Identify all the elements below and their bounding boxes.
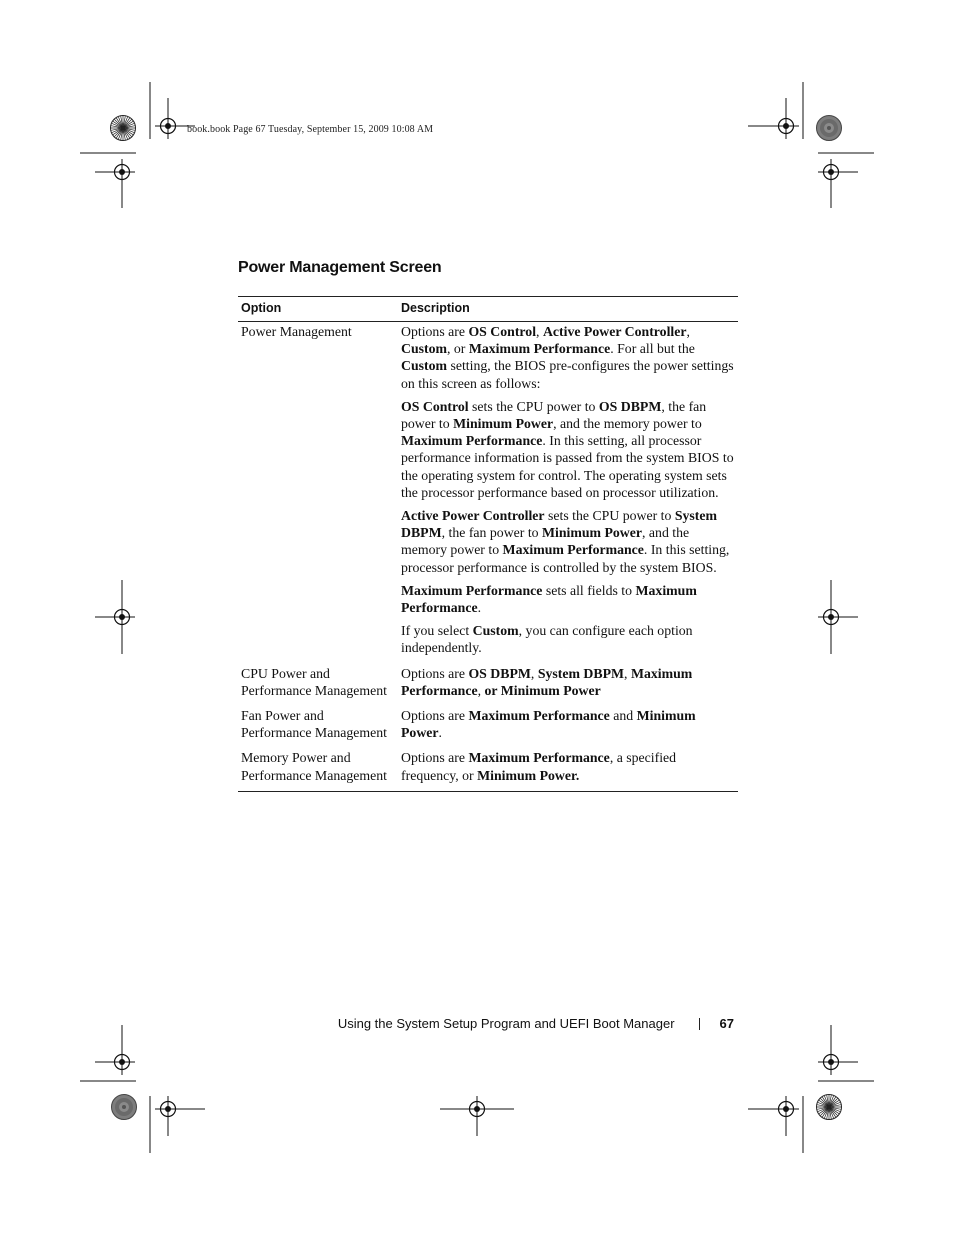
- option-value-term: OS Control: [468, 324, 537, 339]
- description-text: Options are: [401, 665, 469, 681]
- description-text: Options are: [401, 324, 469, 339]
- option-value-term: System DBPM: [401, 508, 717, 541]
- description-text: and: [609, 708, 637, 724]
- header-option: Option: [238, 297, 398, 322]
- option-value-term: Maximum Performance: [468, 708, 610, 724]
- description-paragraph: [401, 582, 735, 616]
- option-value-term: Custom: [401, 341, 447, 357]
- description-text: , and the memory power to: [553, 416, 702, 432]
- table-row: [238, 747, 738, 791]
- header-description: Description: [398, 297, 738, 322]
- page-footer: [0, 1016, 734, 1031]
- description-text: Options are: [401, 708, 469, 724]
- footer-chapter-title: Using the System Setup Program and UEFI Boot Manager: [337, 1016, 675, 1031]
- table-header-row: [238, 297, 738, 322]
- description-paragraph: [401, 707, 735, 741]
- description-text: , the fan power to: [401, 398, 707, 432]
- description-paragraph: [401, 665, 735, 699]
- option-cell: Memory Power and Performance Management: [238, 747, 398, 791]
- description-text: , a specified frequency, or: [401, 750, 677, 783]
- description-cell: [398, 705, 738, 747]
- description-text: ,: [624, 665, 631, 681]
- description-cell: [398, 663, 738, 705]
- description-text: .: [477, 600, 482, 616]
- option-value-term: Minimum Power: [401, 708, 696, 741]
- option-value-term: System DBPM: [537, 665, 625, 681]
- description-paragraph: [401, 622, 735, 656]
- option-value-term: Maximum Performance: [468, 341, 611, 357]
- option-value-term: Minimum Power: [542, 525, 643, 541]
- option-value-term: Maximum Performance: [401, 582, 543, 598]
- description-text: ,: [686, 324, 690, 339]
- page-number: 67: [719, 1016, 734, 1031]
- description-paragraph: [401, 749, 735, 783]
- option-cell: Power Management: [241, 324, 352, 339]
- power-management-table: [238, 296, 738, 792]
- option-value-term: OS DBPM: [598, 398, 662, 414]
- description-text: sets the CPU power to: [468, 398, 599, 414]
- description-text: ,: [477, 682, 485, 698]
- option-value-term: Maximum Performance: [401, 665, 693, 698]
- option-value-term: Custom: [472, 623, 519, 639]
- option-value-term: Maximum Performance: [401, 433, 543, 449]
- description-cell: [398, 747, 738, 791]
- description-text: . In this setting, all processor performance information is passed from the system BIOS to the operating system for control. The operating system sets the processor performance based on processor utilization.: [401, 433, 734, 500]
- option-value-term: Maximum Performance: [401, 582, 697, 616]
- option-cell: CPU Power and Performance Management: [241, 665, 387, 698]
- description-text: If you select: [401, 623, 473, 639]
- description-text: . In this setting, processor performance is controlled by the system BIOS.: [401, 542, 730, 575]
- option-value-term: Active Power Controller: [401, 508, 545, 524]
- option-value-term: Custom: [401, 358, 447, 374]
- option-value-term: OS DBPM: [468, 665, 531, 681]
- footer-separator: [699, 1018, 700, 1030]
- table-row: [238, 322, 738, 663]
- description-paragraph: [401, 398, 735, 501]
- option-value-term: or Minimum Power: [484, 682, 601, 698]
- page-title: Power Management Screen: [238, 259, 442, 276]
- description-paragraph: [401, 323, 735, 392]
- description-text: , you can configure each option independently.: [401, 623, 693, 656]
- option-cell: Fan Power and Performance Management: [241, 708, 387, 741]
- table-body: [238, 322, 738, 792]
- option-value-term: OS Control: [401, 398, 469, 414]
- description-text: setting, the BIOS pre-configures the power settings on this screen as follows:: [401, 358, 734, 391]
- option-value-term: Active Power Controller: [542, 324, 687, 339]
- description-text: , and the memory power to: [401, 525, 690, 558]
- option-value-term: Minimum Power.: [477, 767, 580, 783]
- print-slug: book.book Page 67 Tuesday, September 15, 2009 10:08 AM: [187, 124, 434, 135]
- description-text: sets the CPU power to: [544, 508, 675, 524]
- description-text: ,: [536, 324, 543, 339]
- description-text: Options are: [401, 750, 469, 766]
- description-text: .: [438, 725, 442, 741]
- description-cell: [398, 322, 738, 663]
- description-text: . For all but the: [610, 341, 695, 357]
- option-value-term: Maximum Performance: [468, 750, 610, 766]
- table-row: [238, 705, 738, 747]
- option-value-term: Maximum Performance: [502, 542, 644, 558]
- option-value-term: Minimum Power: [453, 416, 554, 432]
- description-paragraph: [401, 507, 735, 576]
- table-row: [238, 663, 738, 705]
- description-text: , the fan power to: [441, 525, 543, 541]
- description-text: ,: [530, 665, 538, 681]
- description-text: sets all fields to: [542, 582, 636, 598]
- description-text: , or: [447, 341, 469, 357]
